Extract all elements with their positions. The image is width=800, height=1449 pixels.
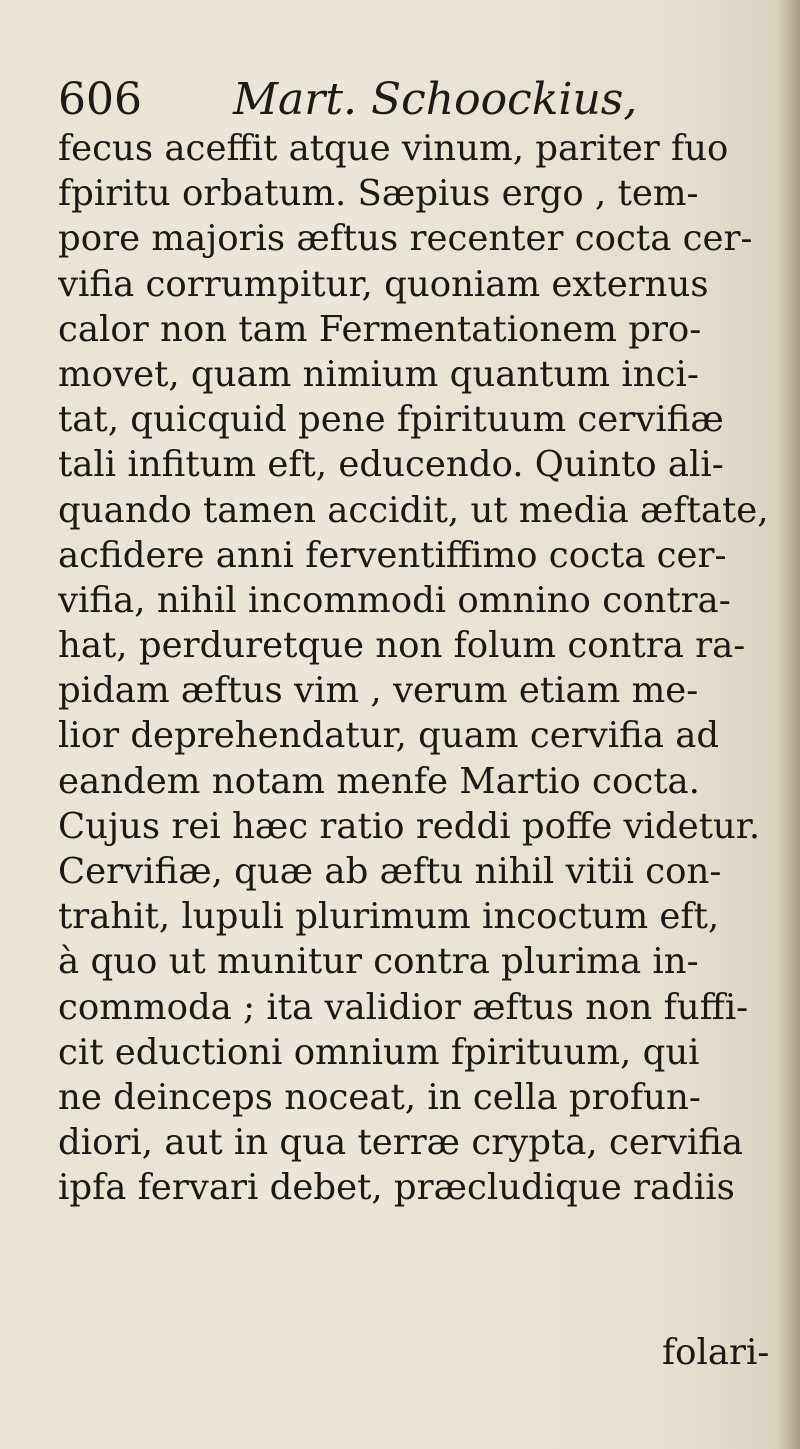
text-line: ne deinceps noceat, in cella profun- — [58, 1076, 701, 1118]
text-line: pidam æftus vim , verum etiam me- — [58, 670, 699, 712]
text-line: movet, quam nimium quantum inci- — [58, 353, 699, 395]
text-line: Cujus rei hæc ratio reddi poffe videtur. — [58, 805, 761, 847]
text-line: tali infitum eft, educendo. Quinto ali- — [58, 444, 724, 486]
text-line: diori, aut in qua terræ crypta, cervifia — [58, 1122, 744, 1164]
text-line: pore majoris æftus recenter cocta cer- — [58, 218, 753, 260]
running-head: Mart. Schoockius, — [233, 74, 638, 125]
page-header — [58, 70, 758, 130]
body-text — [58, 126, 788, 1211]
text-line: vifia corrumpitur, quoniam externus — [58, 263, 709, 305]
text-line: à quo ut munitur contra plurima in- — [58, 941, 699, 983]
page-number: 606 — [58, 74, 142, 125]
text-line: lior deprehendatur, quam cervifia ad — [58, 715, 720, 757]
text-line: acfidere anni ferventiffimo cocta cer- — [58, 534, 727, 576]
text-line: Cervifiæ, quæ ab æftu nihil vitii con- — [58, 851, 722, 892]
text-line: fpiritu orbatum. Sæpius ergo , tem- — [58, 173, 699, 215]
text-line: cit eductioni omnium fpirituum, qui — [58, 1031, 700, 1073]
text-line: ipfa fervari debet, præcludique radiis — [58, 1167, 735, 1209]
text-line: vifia, nihil incommodi omnino contra- — [58, 579, 731, 621]
text-line: hat, perduretque non folum contra ra- — [58, 625, 746, 667]
text-line: tat, quicquid pene fpirituum cervifiæ — [58, 399, 724, 441]
catchword: folari- — [662, 1332, 770, 1373]
text-line: calor non tam Fermentationem pro- — [58, 308, 702, 350]
text-line: fecus aceffit atque vinum, pariter fuo — [58, 128, 729, 169]
text-line: commoda ; ita validior æftus non fuffi- — [58, 986, 749, 1028]
text-line: eandem notam menfe Martio cocta. — [58, 760, 700, 802]
text-line: trahit, lupuli plurimum incoctum eft, — [58, 896, 720, 938]
text-line: quando tamen accidit, ut media æftate, — [58, 489, 769, 531]
